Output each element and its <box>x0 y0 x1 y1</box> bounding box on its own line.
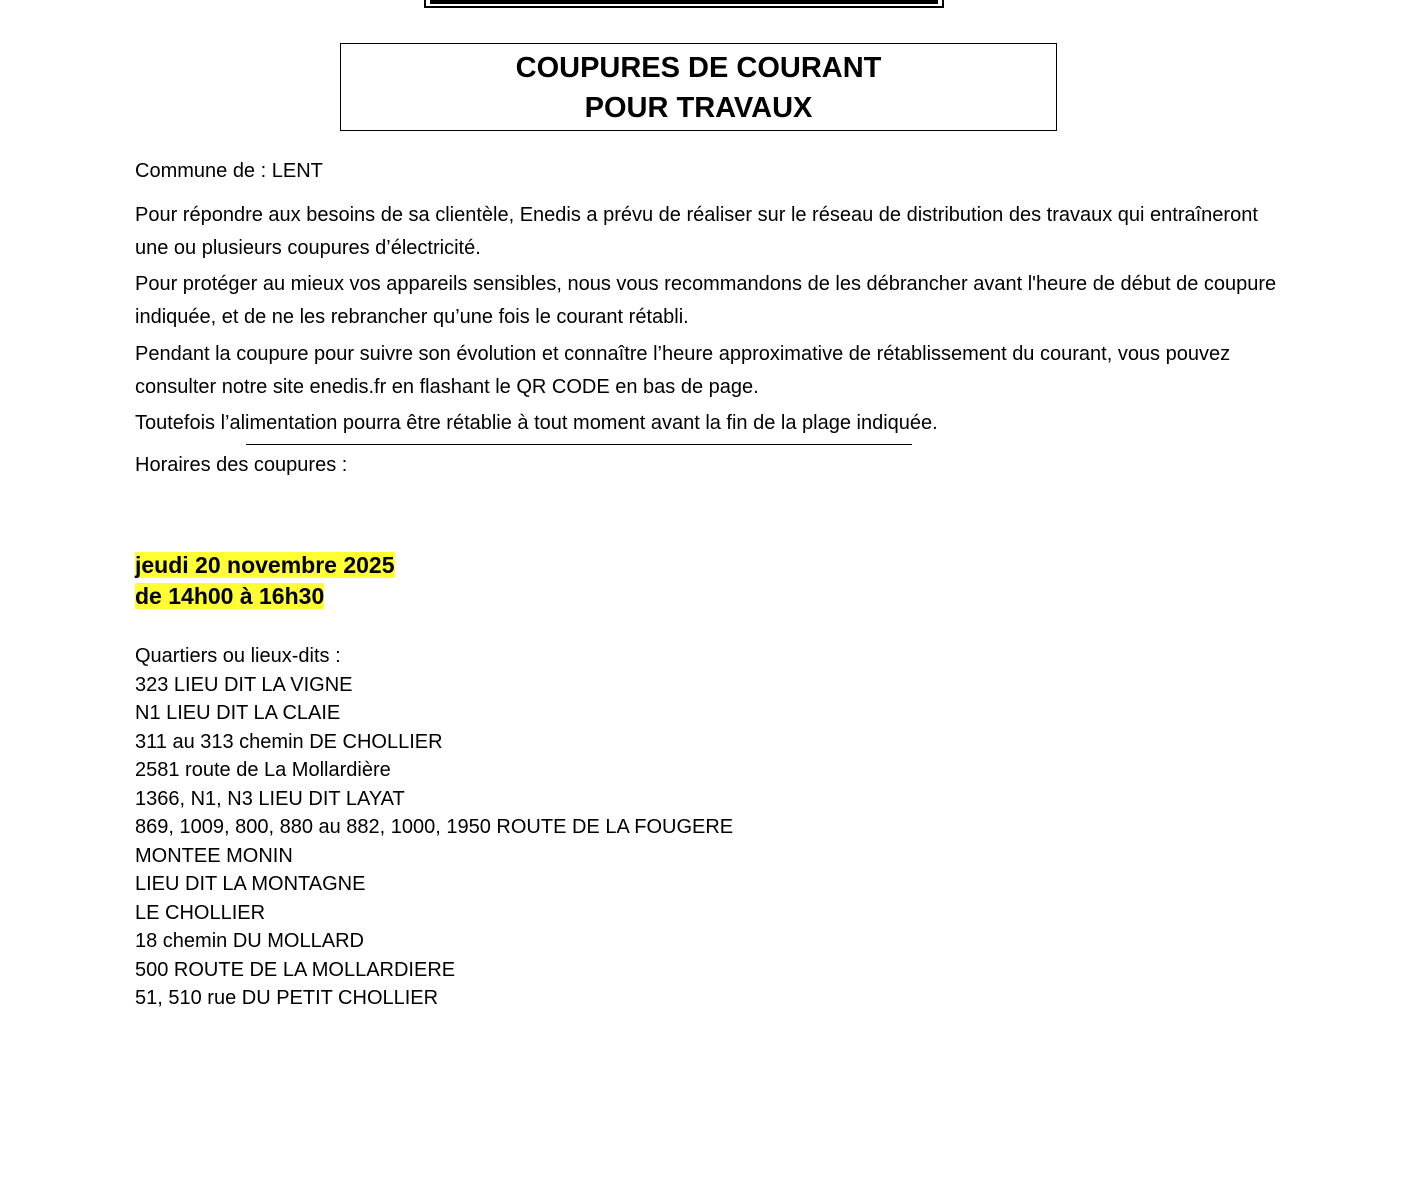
list-item: MONTEE MONIN <box>135 844 293 867</box>
list-item: 869, 1009, 800, 880 au 882, 1000, 1950 ROUTE DE LA FOUGERE <box>135 816 734 838</box>
paragraph-protect: Pour protéger au mieux vos appareils sensibles, nous vous recommandons de les débrancher avant l'heure de début de coupure indiquée, et de ne les rebrancher qu’une fois le courant rétabli. <box>135 273 1277 328</box>
paragraph-restore: Toutefois l’alimentation pourra être rétablie à tout moment avant la fin de la plage indiquée. <box>135 412 938 434</box>
separator-line <box>246 444 912 445</box>
top-frame-decoration <box>424 0 944 8</box>
title-line-2: POUR TRAVAUX <box>584 92 813 124</box>
places-list <box>135 671 733 1013</box>
outage-schedule <box>135 550 395 612</box>
outage-time: de 14h00 à 16h30 <box>135 583 325 609</box>
places-label: Quartiers ou lieux-dits : <box>135 645 341 667</box>
schedule-label: Horaires des coupures : <box>135 454 348 476</box>
title-line-1: COUPURES DE COURANT <box>515 52 882 84</box>
list-item: LE CHOLLIER <box>135 901 266 924</box>
list-item: 500 ROUTE DE LA MOLLARDIERE <box>135 958 456 981</box>
outage-date: jeudi 20 novembre 2025 <box>135 552 395 578</box>
title-box <box>340 43 1057 131</box>
list-item: 2581 route de La Mollardière <box>135 759 391 781</box>
commune-label: Commune de : LENT <box>135 160 323 182</box>
list-item: 323 LIEU DIT LA VIGNE <box>135 673 353 696</box>
list-item: LIEU DIT LA MONTAGNE <box>135 873 366 895</box>
places-section <box>135 642 733 1013</box>
list-item: N1 LIEU DIT LA CLAIE <box>135 702 341 724</box>
list-item: 18 chemin DU MOLLARD <box>135 930 364 952</box>
list-item: 311 au 313 chemin DE CHOLLIER <box>135 730 443 753</box>
paragraph-intro: Pour répondre aux besoins de sa clientèle, Enedis a prévu de réaliser sur le réseau de distribution des travaux qui entraîneront une ou plusieurs coupures d’électricité. <box>135 204 1258 259</box>
paragraph-follow: Pendant la coupure pour suivre son évolution et connaître l’heure approximative de rétablissement du courant, vous pouvez consulter notre site enedis.fr en flashant le QR CODE en bas de page. <box>135 343 1231 398</box>
list-item: 51, 510 rue DU PETIT CHOLLIER <box>135 987 439 1009</box>
list-item: 1366, N1, N3 LIEU DIT LAYAT <box>135 787 405 810</box>
